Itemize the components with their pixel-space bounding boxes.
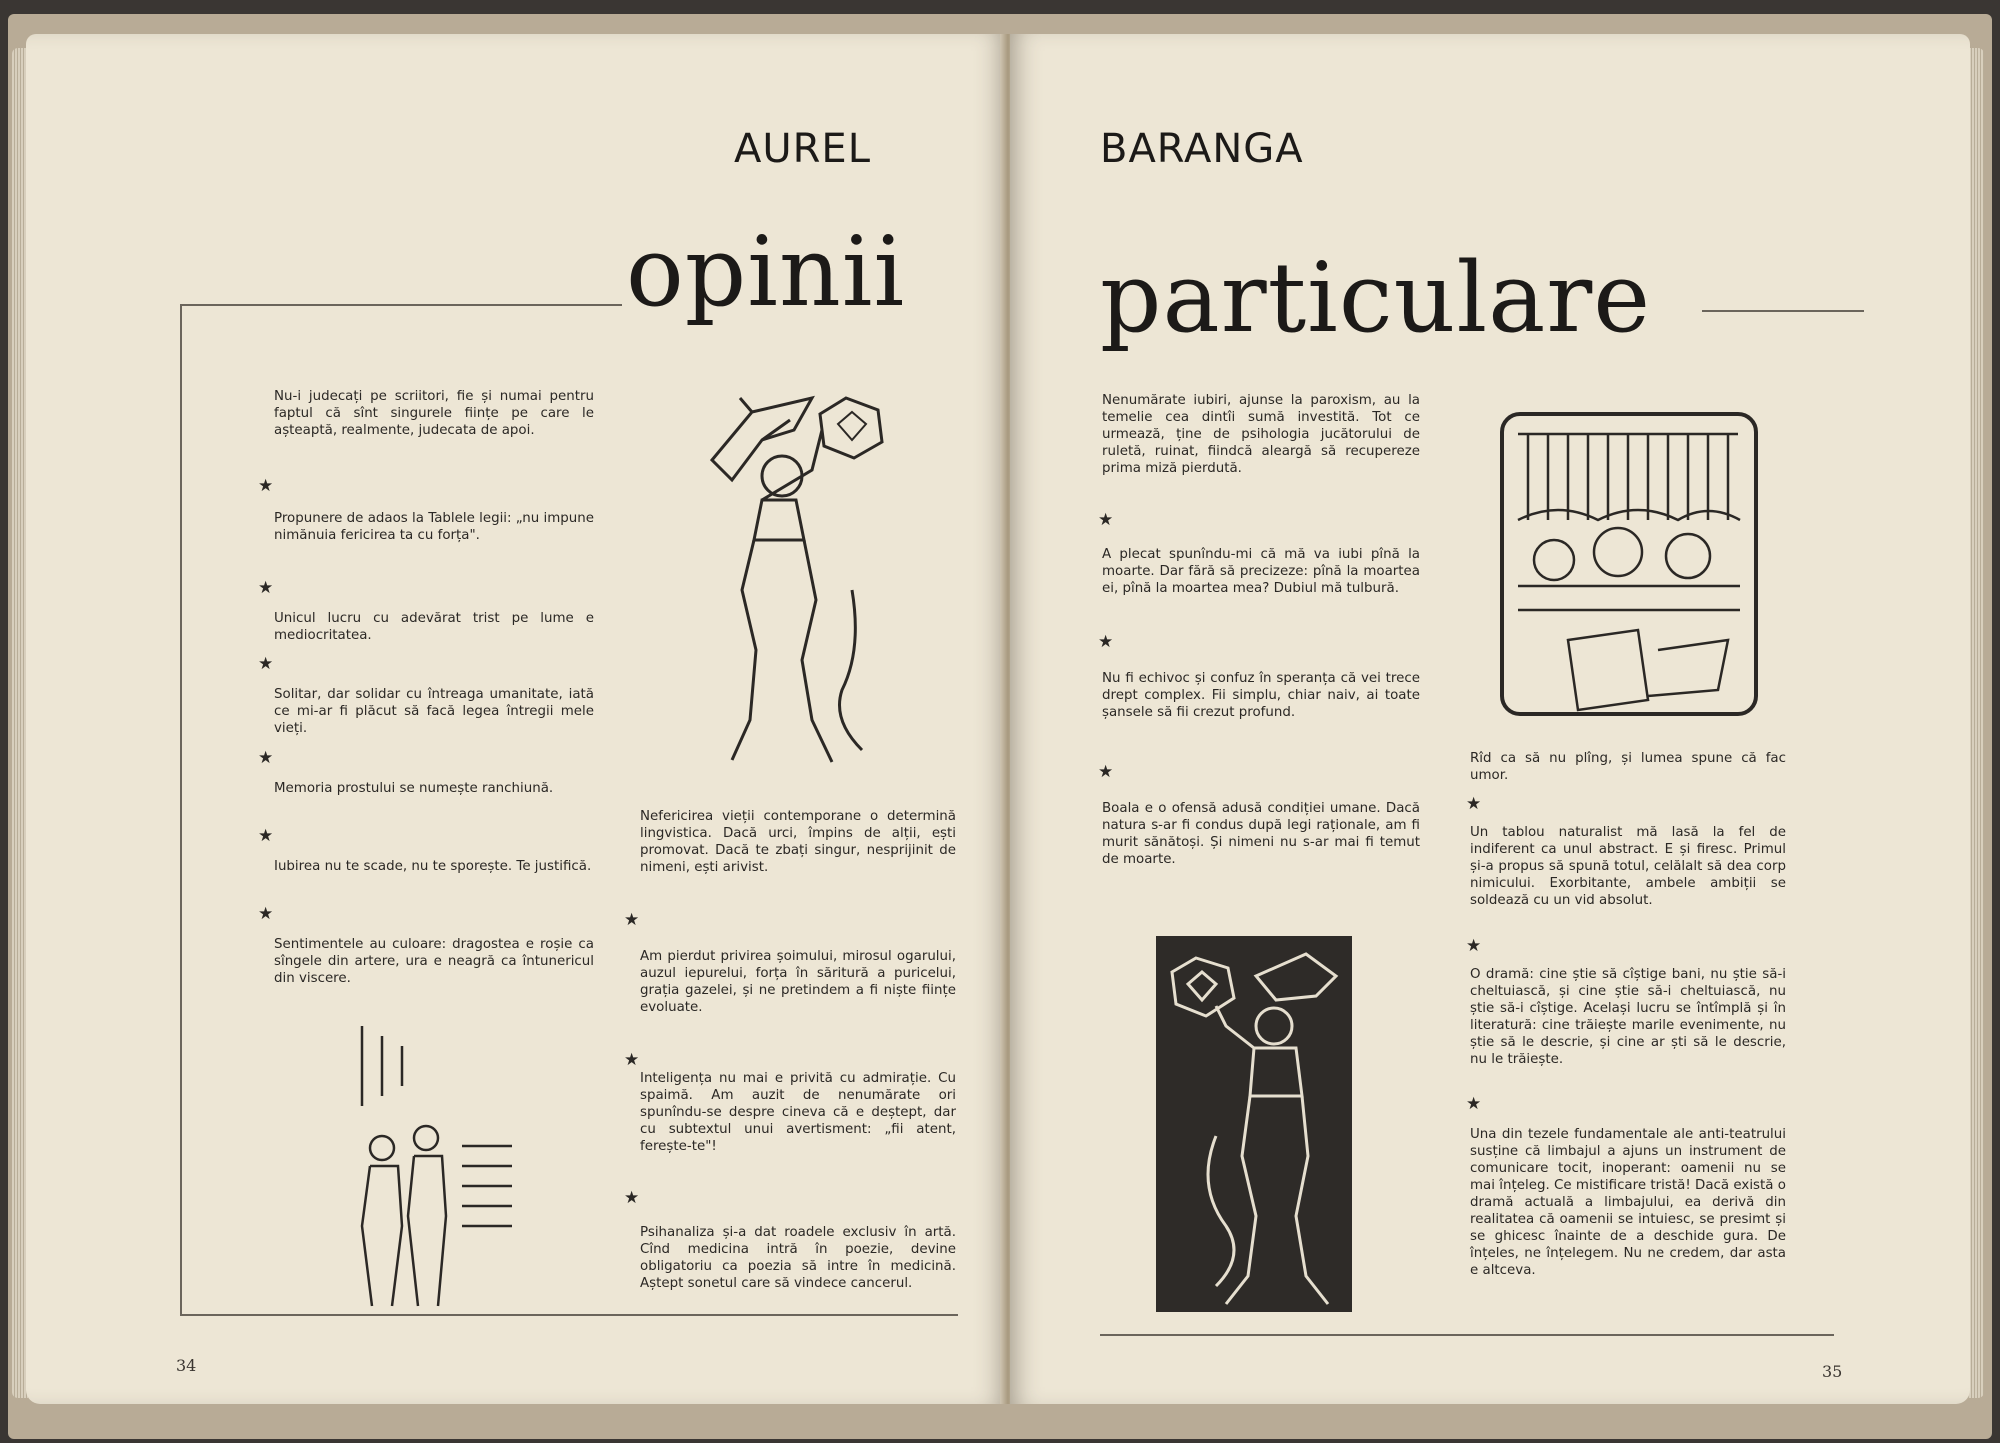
two-figures-icon bbox=[322, 1016, 522, 1316]
star-icon: ★ bbox=[258, 654, 274, 674]
star-icon: ★ bbox=[1466, 936, 1482, 956]
author-first-name: AUREL bbox=[734, 126, 871, 172]
star-icon: ★ bbox=[258, 476, 274, 496]
bottom-rule-right bbox=[1100, 1334, 1834, 1336]
page-number-left: 34 bbox=[176, 1356, 197, 1375]
title-left: opinii bbox=[626, 216, 906, 328]
top-rule-left bbox=[180, 304, 622, 306]
aphorism: Unicul lucru cu adevărat trist pe lume e mediocritatea. bbox=[274, 611, 594, 643]
star-icon: ★ bbox=[624, 1050, 640, 1070]
aphorism: Nu-i judecați pe scriitori, fie și numai pentru faptul că sînt singurele ființe pe care le așteaptă, realmente, judecata de apoi. bbox=[274, 389, 594, 438]
top-rule-right bbox=[1702, 310, 1864, 312]
star-icon: ★ bbox=[1098, 762, 1114, 782]
star-icon: ★ bbox=[258, 578, 274, 598]
theatre-audience-icon bbox=[1498, 410, 1760, 718]
star-icon: ★ bbox=[258, 904, 274, 924]
aphorism: Nenumărate iubiri, ajunse la paroxism, au la temelie cea dintîi sumă investită. Tot ce urmează, ține de psihologia jucătorului de ruletă, ruinat, fiindcă aleargă să recupereze prima miză pierdută. bbox=[1102, 393, 1420, 476]
aphorism: Propunere de adaos la Tablele legii: „nu impune nimănuia fericirea ta cu forța". bbox=[274, 511, 594, 543]
star-icon: ★ bbox=[1466, 1094, 1482, 1114]
star-icon: ★ bbox=[1466, 794, 1482, 814]
aphorism: A plecat spunîndu-mi că mă va iubi pînă la moarte. Dar fără să precizeze: pînă la moartea ei, pînă la moartea mea? Dubiul mă tulbură. bbox=[1102, 547, 1420, 596]
aphorism: Una din tezele fundamentale ale anti-teatrului susține că limbajul a ajuns un instrument de comunicare tocit, inoperant: oamenii nu se mai înțeleg. Ce mistificare tristă! Dacă există o dramă actuală a limbajului, ea derivă din realitatea că oamenii se intuiesc, se presimt și se ghicesc înainte de a deschide gura. De înțeles, ne înțelegem. Nu ne credem, dar asta e altceva. bbox=[1470, 1127, 1786, 1278]
aphorism: Un tablou naturalist mă lasă la fel de indiferent ca unul abstract. E și firesc. Primul și-a propus să spună totul, celălalt să dea corp nimicului. Exorbitante, ambele ambiții se soldează cu un vid absolut. bbox=[1470, 825, 1786, 908]
aphorism: Boala e o ofensă adusă condiției umane. Dacă natura s-ar fi condus după legi raționale, am fi murit sănătoși. Și nimeni nu s-ar mai fi temut de moarte. bbox=[1102, 801, 1420, 867]
bottom-rule-left bbox=[180, 1314, 958, 1316]
star-icon: ★ bbox=[624, 910, 640, 930]
star-icon: ★ bbox=[258, 748, 274, 768]
aphorism: Am pierdut privirea șoimului, mirosul ogarului, auzul iepurelui, forța în săritură a puricelui, grația gazelei, și ne pretindem a fi niște ființe evoluate. bbox=[640, 949, 956, 1015]
star-icon: ★ bbox=[624, 1188, 640, 1208]
author-last-name: BARANGA bbox=[1100, 126, 1304, 172]
star-icon: ★ bbox=[1098, 510, 1114, 530]
aphorism: Iubirea nu te scade, nu te sporește. Te justifică. bbox=[274, 859, 592, 874]
page-edges-right bbox=[1968, 48, 1984, 1398]
aphorism: Sentimentele au culoare: dragostea e roșie ca sîngele din artere, ura e neagră ca întunericul din viscere. bbox=[274, 937, 594, 986]
aphorism: Memoria prostului se numește ranchiună. bbox=[274, 781, 554, 796]
page-number-right: 35 bbox=[1822, 1362, 1843, 1381]
aphorism: Rîd ca să nu plîng, și lumea spune că fac umor. bbox=[1470, 751, 1786, 783]
aphorism: Nefericirea vieții contemporane o determină lingvistica. Dacă urci, împins de alții, ești promovat. Dacă te zbați singur, nesprijinit de nimeni, ești arivist. bbox=[640, 809, 956, 875]
left-page bbox=[26, 34, 1006, 1404]
star-icon: ★ bbox=[1098, 632, 1114, 652]
side-rule-left bbox=[180, 304, 182, 1314]
title-right: particulare bbox=[1100, 242, 1652, 354]
aphorism: Inteligența nu mai e privită cu admirație. Cu spaimă. Am auzit de nenumărate ori spunîndu-se despre cineva că e deștept, dar cu subtextul unui avertisment: „fii atent, ferește-te"! bbox=[640, 1071, 956, 1154]
aphorism: Solitar, dar solidar cu întreaga umanitate, iată ce mi-ar fi plăcut să facă legea întregii mele vieți. bbox=[274, 687, 594, 736]
right-page bbox=[1010, 34, 1970, 1404]
aphorism: Nu fi echivoc și confuz în speranța că vei trece drept complex. Fii simplu, chiar naiv, ai toate șansele să fii crezut profund. bbox=[1102, 671, 1420, 720]
star-icon: ★ bbox=[258, 826, 274, 846]
aphorism: O dramă: cine știe să cîștige bani, nu știe să-i cheltuiască, și cine știe să-i cheltuiască, nu știe să-i cîștige. Același lucru se întîmplă și în literatură: cine trăiește marile evenimente, nu știe să le descrie, și cine ar ști să le descrie, nu le trăiește. bbox=[1470, 967, 1786, 1067]
jester-woodcut-icon bbox=[1156, 936, 1352, 1312]
jester-with-mask-icon bbox=[692, 390, 912, 776]
aphorism: Psihanaliza și-a dat roadele exclusiv în artă. Cînd medicina intră în poezie, devine obligatoriu ca poezia să intre în medicină. Aștept sonetul care să vindece cancerul. bbox=[640, 1225, 956, 1291]
